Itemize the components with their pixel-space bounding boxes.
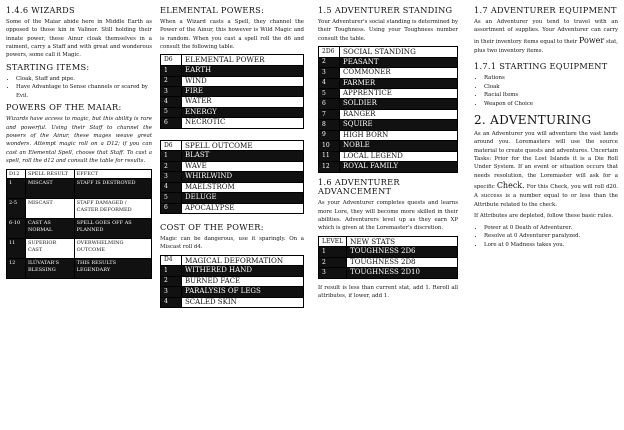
table-header: ELEMENTAL POWER xyxy=(182,55,304,66)
list-item: • Weapon of Choice xyxy=(484,100,618,109)
table-row xyxy=(161,151,304,161)
table-cell: SOLDIER xyxy=(340,99,458,109)
spell-outcome-table xyxy=(160,140,304,214)
list-item: • Cloak, Staff and pipe. xyxy=(16,75,152,84)
table-cell: 3 xyxy=(319,268,347,278)
table-cell: 1 xyxy=(7,179,26,199)
equipment-power-word: Power xyxy=(578,35,605,45)
table-cell: SCALED SKIN xyxy=(182,297,304,307)
table-cell: APOCALYPSE xyxy=(182,203,304,213)
table-cell: BURNED FACE xyxy=(182,276,304,286)
table-row xyxy=(319,89,458,99)
table-cell: 7 xyxy=(319,109,340,119)
table-cell: WAVE xyxy=(182,161,304,171)
table-row xyxy=(319,141,458,151)
table-cell: PARALYSIS OF LEGS xyxy=(182,287,304,297)
table-cell: 3 xyxy=(161,287,182,297)
table-row xyxy=(161,276,304,286)
list-item: • Racial Items xyxy=(484,91,618,100)
table-header: D6 xyxy=(161,140,182,151)
table-cell: COMMONER xyxy=(340,68,458,78)
column-equipment xyxy=(474,6,618,252)
table-cell: 4 xyxy=(319,78,340,88)
table-cell: 4 xyxy=(161,297,182,307)
table-cell: DELUGE xyxy=(182,193,304,203)
table-cell: STAFF DAMAGED / CASTER DEFORMED xyxy=(74,199,151,219)
table-cell: WATER xyxy=(182,97,304,107)
table-row xyxy=(319,99,458,109)
table-cell: 6 xyxy=(161,203,182,213)
table-cell: 2 xyxy=(161,76,182,86)
elemental-text: When a Wizard casts a Spell, they channel the Power of the Ainur, this however is Wild Magic and is random. When you cast a spell roll the d6 and consult the following table. xyxy=(160,18,304,50)
table-cell: LOCAL LEGEND xyxy=(340,151,458,161)
adventuring-rules-intro: If Attributes are depleted, follow these basic rules. xyxy=(474,213,614,220)
table-row xyxy=(319,162,458,172)
table-cell: 4 xyxy=(161,182,182,192)
advancement-note: If result is less than current stat, add 1. Reroll all attributes, if lower, add 1. xyxy=(318,284,458,300)
table-header: SOCIAL STANDING xyxy=(340,46,458,57)
table-row xyxy=(161,107,304,117)
table-row xyxy=(161,266,304,276)
table-row xyxy=(161,182,304,192)
table-cell: NECROTIC xyxy=(182,118,304,128)
table-cell: 2 xyxy=(319,257,347,267)
powers-heading: POWERS OF THE MAIAR: xyxy=(6,102,122,113)
table-cell: 3 xyxy=(319,68,340,78)
adventuring-heading: 2. ADVENTURING xyxy=(474,112,592,127)
table-cell: 5 xyxy=(161,193,182,203)
table-cell: NOBLE xyxy=(340,141,458,151)
table-cell: 3 xyxy=(161,86,182,96)
equipment-heading: 1.7 ADVENTURER EQUIPMENT xyxy=(474,5,617,15)
table-row xyxy=(7,179,152,199)
depletion-rules-list xyxy=(474,224,618,250)
starting-equipment-list xyxy=(474,74,618,109)
table-header: D6 xyxy=(161,55,182,66)
table-cell: SUPERIOR CAST xyxy=(26,239,75,259)
table-row xyxy=(161,76,304,86)
adventuring-text xyxy=(474,130,618,209)
table-row xyxy=(161,97,304,107)
table-cell: TOUGHNESS 2D6 xyxy=(347,247,458,257)
table-cell: THIS RESULTS LEGENDARY xyxy=(74,259,151,279)
table-cell: 10 xyxy=(319,141,340,151)
table-cell: FIRE xyxy=(182,86,304,96)
table-row xyxy=(319,57,458,67)
equipment-text xyxy=(474,18,618,56)
equipment-text-a: As an Adventurer you tend to travel with an assortment of supplies. Your Adventurer can carry in their inventory items equal to their xyxy=(474,18,618,45)
table-cell: APPRENTICE xyxy=(340,89,458,99)
table-cell: SQUIRE xyxy=(340,120,458,130)
column-standing xyxy=(318,6,458,303)
table-row xyxy=(161,66,304,76)
list-item: • Lore at 0 Madness takes you. xyxy=(484,241,618,250)
adventuring-text-a: As an Adventurer you will adventure the vast lands around you. Loremasters will use the source material to create quests and adventures. Uncertain Tasks: Prior for the Lost Islands it is a Die Roll Under System. If an event or situation occurs that needs resolution, the Loremaster will ask for a specific xyxy=(474,130,618,191)
table-cell: 1 xyxy=(161,266,182,276)
wizards-heading: 1.4.6 WIZARDS xyxy=(6,5,75,15)
table-header: 2D6 xyxy=(319,46,340,57)
standing-text: Your Adventurer's social standing is determined by their Toughness. Using your Toughness number consult the table. xyxy=(318,18,458,42)
table-row xyxy=(319,130,458,140)
table-row xyxy=(161,161,304,171)
starting-items-heading: STARTING ITEMS: xyxy=(6,61,90,72)
table-cell: 1 xyxy=(319,247,347,257)
standing-heading: 1.5 ADVENTURER STANDING xyxy=(318,5,453,15)
table-cell: WITHERED HAND xyxy=(182,266,304,276)
table-cell: 1 xyxy=(161,66,182,76)
table-header: EFFECT xyxy=(74,169,151,179)
table-cell: PEASANT xyxy=(340,57,458,67)
equipment-text-b: stat, plus two inventory items. xyxy=(474,38,618,54)
table-cell: BLAST xyxy=(182,151,304,161)
table-row xyxy=(319,257,458,267)
table-cell: WIND xyxy=(182,76,304,86)
table-row xyxy=(161,193,304,203)
table-row xyxy=(319,68,458,78)
list-item: • Rations xyxy=(484,74,618,83)
table-row xyxy=(7,219,152,239)
wizards-text: Some of the Maiar abide here in Middle Earth as opposed to those kin in Valinor. Still holding their innate power, these Ainur cloak themselves in a raiment, carry a Staff and with great and wonderous powers, some call it Magic. xyxy=(6,18,152,59)
table-cell: WHIRLWIND xyxy=(182,172,304,182)
table-cell: 12 xyxy=(7,259,26,279)
table-cell: MISCAST xyxy=(26,199,75,219)
table-cell: HIGH BORN xyxy=(340,130,458,140)
table-row xyxy=(161,118,304,128)
table-cell: TOUGHNESS 2D8 xyxy=(347,257,458,267)
table-header: LEVEL xyxy=(319,236,347,247)
adventuring-text-b: For this Check, you will roll d20. A success is a number equal to or less than the Attribute related to the check. xyxy=(474,184,619,208)
table-cell: MISCAST xyxy=(26,179,75,199)
table-cell: 2 xyxy=(161,161,182,171)
elemental-power-table xyxy=(160,54,304,128)
list-item: • Resolve at 0 Adventurer paralyzed. xyxy=(484,232,618,241)
table-cell: MAELSTROM xyxy=(182,182,304,192)
table-cell: 2 xyxy=(319,57,340,67)
table-header: SPELL RESULT xyxy=(26,169,75,179)
table-cell: 8 xyxy=(319,120,340,130)
table-cell: 11 xyxy=(7,239,26,259)
table-cell: 6-10 xyxy=(7,219,26,239)
table-cell: FARMER xyxy=(340,78,458,88)
table-cell: 12 xyxy=(319,162,340,172)
table-cell: 6 xyxy=(319,99,340,109)
table-row xyxy=(7,199,152,219)
list-item: • Power at 0 Death of Adventurer. xyxy=(484,224,618,233)
list-item: • Have Advantage to Sense channels or scared by Evil. xyxy=(16,83,152,100)
magical-deformation-table xyxy=(160,255,304,308)
table-cell: STAFF IS DESTROYED xyxy=(74,179,151,199)
starting-items-list xyxy=(6,75,152,101)
table-row xyxy=(161,287,304,297)
social-standing-table xyxy=(318,46,458,173)
table-cell: ILÚVATAR'S BLESSING xyxy=(26,259,75,279)
table-header: NEW STATS xyxy=(347,236,458,247)
table-cell: OVERWHELMING OUTCOME xyxy=(74,239,151,259)
table-cell: 2 xyxy=(161,276,182,286)
table-row xyxy=(319,247,458,257)
table-cell: 9 xyxy=(319,130,340,140)
table-row xyxy=(319,268,458,278)
table-cell: CAST AS NORMAL xyxy=(26,219,75,239)
table-row xyxy=(161,86,304,96)
level-table xyxy=(318,236,458,279)
table-cell: 4 xyxy=(161,97,182,107)
starting-equipment-heading: 1.7.1 STARTING EQUIPMENT xyxy=(474,61,608,72)
advancement-heading: 1.6 ADVENTURER ADVANCEMENT xyxy=(318,176,400,197)
table-row xyxy=(161,297,304,307)
table-row xyxy=(319,109,458,119)
table-row xyxy=(7,259,152,279)
adventuring-check-word: Check. xyxy=(496,181,525,191)
powers-text: Wizards have access to magic, but this ability is rare and powerful. Using their Staff to channel the powers of the Ainur, these mages weave great wonders. Attempt magic roll on a D12; if you can cast an Elemental Spell, choose that Staff. To cast a spell, roll the d12 and consult the table for results. xyxy=(6,116,152,165)
table-cell: 6 xyxy=(161,118,182,128)
cost-heading: COST OF THE POWER: xyxy=(160,222,264,233)
table-row xyxy=(319,151,458,161)
table-row xyxy=(161,172,304,182)
table-cell: 3 xyxy=(161,172,182,182)
table-cell: RANGER xyxy=(340,109,458,119)
table-cell: 11 xyxy=(319,151,340,161)
elemental-heading: ELEMENTAL POWERS: xyxy=(160,5,265,15)
table-row xyxy=(319,120,458,130)
table-cell: SPELL GOES OFF AS PLANNED xyxy=(74,219,151,239)
list-item: • Cloak xyxy=(484,83,618,92)
table-cell: 5 xyxy=(319,89,340,99)
cost-text: Magic can be dangerous, use it sparingly. On a Miscast roll d4. xyxy=(160,235,304,251)
table-cell: 2-5 xyxy=(7,199,26,219)
spell-result-table xyxy=(6,169,152,280)
table-header: SPELL OUTCOME xyxy=(182,140,304,151)
table-header: MAGICAL DEFORMATION xyxy=(182,255,304,266)
table-header: D4 xyxy=(161,255,182,266)
column-wizards xyxy=(6,6,152,284)
table-row xyxy=(319,78,458,88)
table-row xyxy=(161,203,304,213)
column-elemental xyxy=(160,6,304,313)
table-header: D12 xyxy=(7,169,26,179)
table-cell: TOUGHNESS 2D10 xyxy=(347,268,458,278)
table-cell: ENERGY xyxy=(182,107,304,117)
table-cell: 1 xyxy=(161,151,182,161)
table-cell: 5 xyxy=(161,107,182,117)
table-row xyxy=(7,239,152,259)
advancement-text: As your Adventurer completes quests and learns more Lore, they will become more skilled in their abilities. Adventurers level up as they earn XP which is given at the Loremaster's discretion. xyxy=(318,200,458,232)
table-cell: EARTH xyxy=(182,66,304,76)
table-cell: ROYAL FAMILY xyxy=(340,162,458,172)
